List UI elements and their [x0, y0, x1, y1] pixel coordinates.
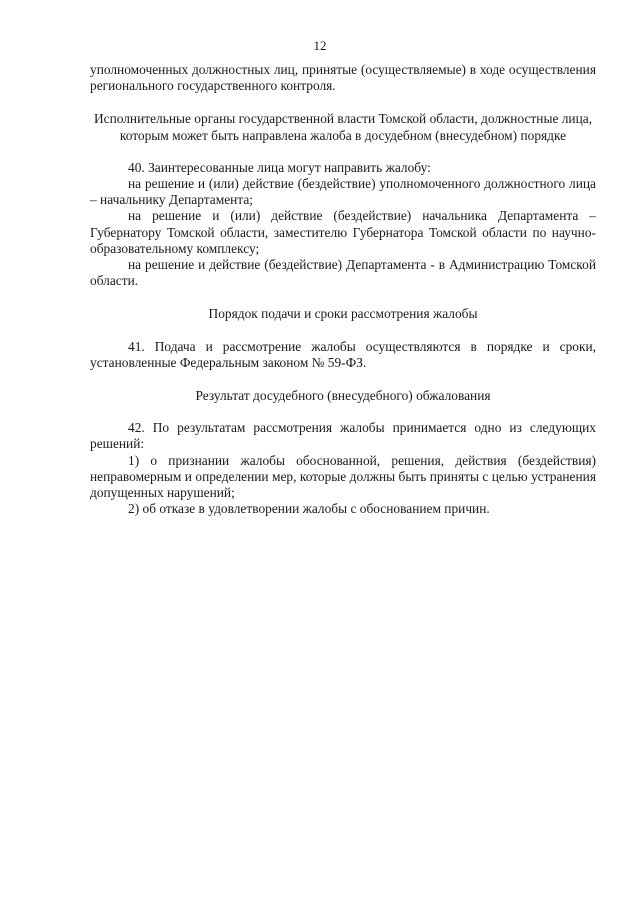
paragraph-40: 40. Заинтересованные лица могут направить жалобу:	[128, 159, 431, 175]
paragraph-41: 41. Подача и рассмотрение жалобы осуществляются в порядке и сроки, установленные Федеральным законом № 59-ФЗ.	[90, 338, 596, 370]
section-heading-procedure: Порядок подачи и сроки рассмотрения жалобы	[208, 306, 478, 322]
paragraph-42-item-1: 1) о признании жалобы обоснованной, решения, действия (бездействия) неправомерным и определении мер, которые должны быть приняты с целью устранения допущенных нарушений;	[90, 452, 596, 501]
paragraph-40-item-c: на решение и действие (бездействие) Департамента - в Администрацию Томской области.	[90, 257, 596, 289]
page-number: 12	[313, 38, 327, 53]
intro-paragraph: уполномоченных должностных лиц, принятые (осуществляемые) в ходе осуществления регионального государственного контроля.	[90, 62, 596, 94]
section-heading-appeal-bodies: Исполнительные органы государственной власти Томской области, должностные лица, которым может быть направлена жалоба в досудебном (внесудебном) порядке	[93, 111, 593, 143]
paragraph-42: 42. По результатам рассмотрения жалобы принимается одно из следующих решений:	[90, 420, 596, 452]
paragraph-40-item-a: на решение и (или) действие (бездействие) уполномоченного должностного лица – начальнику Департамента;	[90, 176, 596, 208]
paragraph-40-item-b: на решение и (или) действие (бездействие) начальника Департамента – Губернатору Томской области, заместителю Губернатора Томской области по научно-образовательному комплексу;	[90, 208, 596, 256]
section-heading-result: Результат досудебного (внесудебного) обжалования	[195, 388, 491, 404]
document-body	[90, 62, 596, 517]
paragraph-42-item-2: 2) об отказе в удовлетворении жалобы с обоснованием причин.	[128, 501, 490, 517]
